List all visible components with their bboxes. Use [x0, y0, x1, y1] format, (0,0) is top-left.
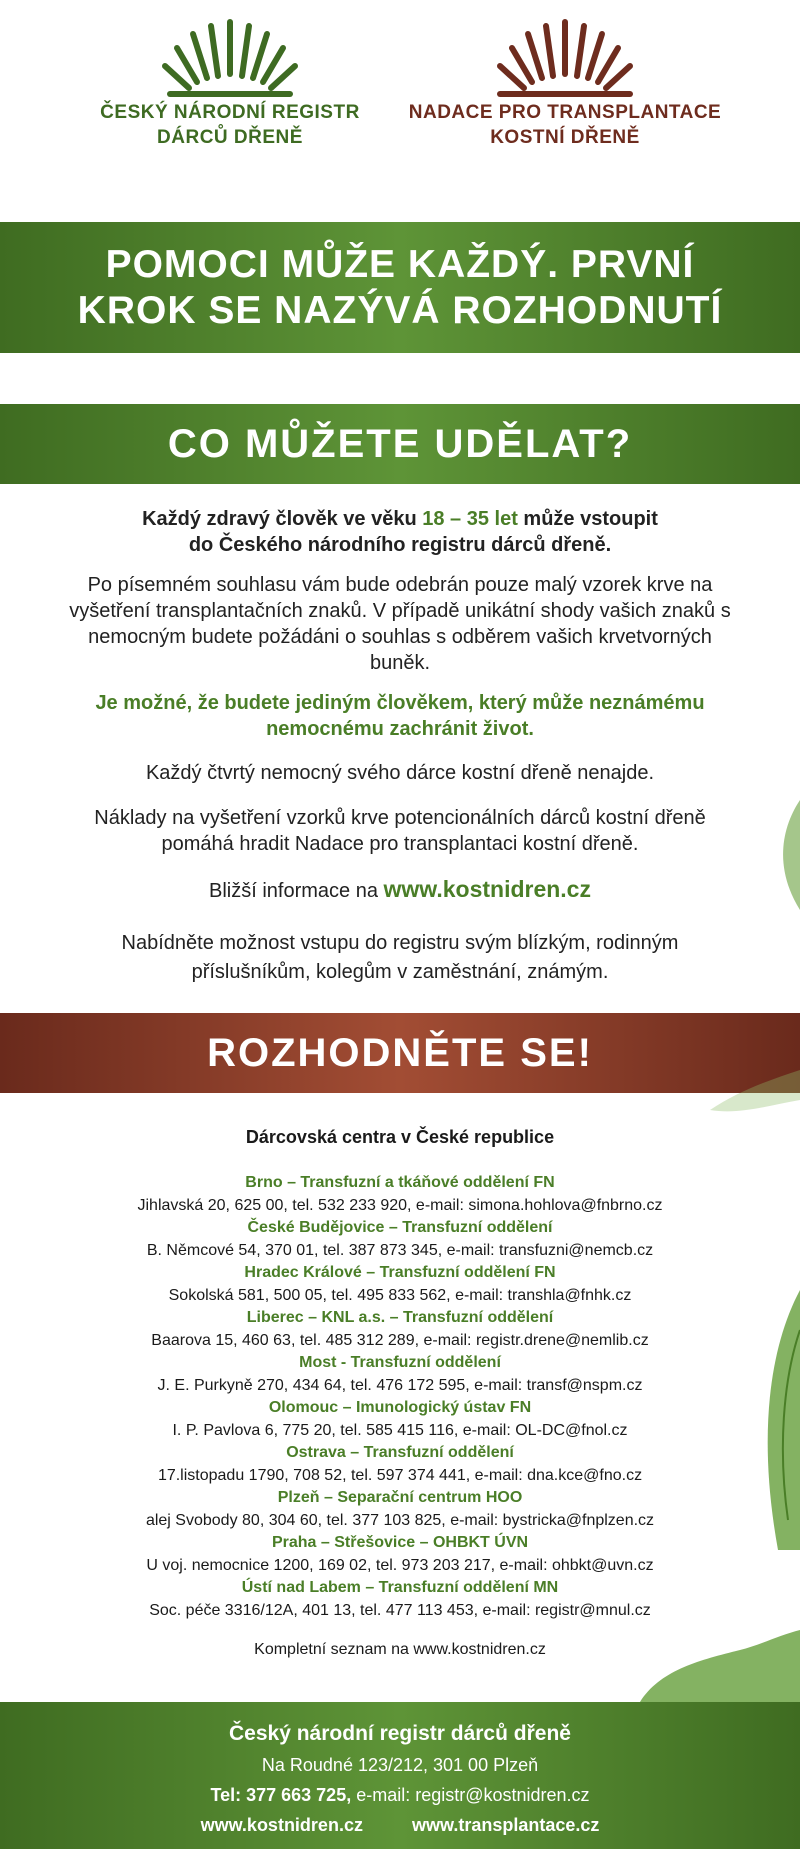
- center-name: Ústí nad Labem – Transfuzní oddělení MN: [241, 1579, 559, 1596]
- foundation-logo-line1: NADACE PRO TRANSPLANTACE: [408, 102, 722, 123]
- registry-logo-line2: DÁRCŮ DŘENĚ: [157, 127, 303, 148]
- headline-line1: POMOCI MŮŽE KAŽDÝ. PRVNÍ: [105, 242, 695, 286]
- center-contact: 17.listopadu 1790, 708 52, tel. 597 374 441, e-mail: dna.kce@fno.cz: [157, 1466, 643, 1484]
- footer-tel: Tel: 377 663 725,: [210, 1785, 352, 1805]
- center-contact: Jihlavská 20, 625 00, tel. 532 233 920, e-mail: simona.hohlova@fnbrno.cz: [137, 1196, 663, 1214]
- center-contact: alej Svobody 80, 304 60, tel. 377 103 825, e-mail: bystricka@fnplzen.cz: [145, 1511, 655, 1529]
- age-range: 18 – 35 let: [422, 508, 518, 530]
- center-name: Most - Transfuzní oddělení: [299, 1354, 501, 1371]
- only-person-paragraph: Je možné, že budete jediným člověkem, který může neznámému nemocnému zachránit život.: [95, 692, 705, 740]
- foundation-logo-line2: KOSTNÍ DŘENĚ: [490, 127, 640, 148]
- center-contact: Soc. péče 3316/12A, 401 13, tel. 477 113 453, e-mail: registr@mnul.cz: [149, 1601, 651, 1619]
- footer-web-transplantace[interactable]: www.transplantace.cz: [411, 1815, 600, 1835]
- center-contact: Sokolská 581, 500 05, tel. 495 833 562, e-mail: transhla@fnhk.cz: [168, 1286, 632, 1304]
- center-name: Brno – Transfuzní a tkáňové oddělení FN: [245, 1174, 555, 1191]
- sunrise-brown-icon: [490, 18, 640, 100]
- center-name: České Budějovice – Transfuzní oddělení: [247, 1219, 553, 1236]
- headline-line2: KROK SE NAZÝVÁ ROZHODNUTÍ: [77, 288, 723, 332]
- complete-list-text: Kompletní seznam na www.kostnidren.cz: [254, 1641, 546, 1658]
- foundation-logo: [405, 18, 725, 150]
- center-name: Olomouc – Imunologický ústav FN: [268, 1399, 532, 1416]
- center-contact: I. P. Pavlova 6, 775 20, tel. 585 415 116, e-mail: OL-DC@fnol.cz: [172, 1421, 628, 1439]
- headline-banner: [0, 222, 800, 353]
- center-name: Ostrava – Transfuzní oddělení: [286, 1444, 514, 1461]
- leaf-large-icon: [748, 1290, 800, 1550]
- footer-org: Český národní registr dárců dřeně: [229, 1722, 571, 1745]
- footer-websites: [0, 1815, 800, 1836]
- leaf-splash-icon: [700, 1060, 800, 1120]
- section-decide: ROZHODNĚTE SE!: [0, 1013, 800, 1093]
- donor-centers: [40, 1127, 760, 1662]
- sunrise-green-icon: [155, 18, 305, 100]
- age-text-2: může vstoupit: [517, 508, 658, 530]
- center-contact: J. E. Purkyně 270, 434 64, tel. 476 172 595, e-mail: transf@nspm.cz: [157, 1376, 643, 1394]
- more-info-text: Bližší informace na: [209, 880, 384, 902]
- centers-list: [40, 1172, 760, 1622]
- footer: [0, 1702, 800, 1849]
- kostnidren-link[interactable]: www.kostnidren.cz: [383, 876, 591, 902]
- age-text-3: do Českého národního registru dárců dřeně.: [188, 534, 612, 556]
- registry-logo-line1: ČESKÝ NÁRODNÍ REGISTR: [100, 102, 360, 123]
- share-paragraph: Nabídněte možnost vstupu do registru svým blízkým, rodinným příslušníkům, kolegům v zaměstnání, známým.: [121, 932, 679, 983]
- center-contact: U voj. nemocnice 1200, 169 02, tel. 973 203 217, e-mail: ohbkt@uvn.cz: [146, 1556, 654, 1574]
- age-text-1: Každý zdravý člověk ve věku: [142, 508, 423, 530]
- footer-email[interactable]: e-mail: registr@kostnidren.cz: [351, 1785, 590, 1805]
- footer-contact: [0, 1785, 800, 1806]
- footer-web-kostnidren[interactable]: www.kostnidren.cz: [200, 1815, 363, 1835]
- consent-paragraph: Po písemném souhlasu vám bude odebrán pouze malý vzorek krve na vyšetření transplantačních znaků. V případě unikátní shody vašich znaků s nemocným budete požádáni o souhlas s odběrem vašich krvetvorných buněk.: [69, 574, 731, 674]
- age-paragraph: [40, 506, 760, 558]
- section-what-you-can-do: CO MŮŽETE UDĚLAT?: [0, 404, 800, 484]
- center-name: Liberec – KNL a.s. – Transfuzní oddělení: [246, 1309, 554, 1326]
- fourth-patient-paragraph: Každý čtvrtý nemocný svého dárce kostní dřeně nenajde.: [145, 762, 655, 784]
- more-info-paragraph: [40, 876, 760, 904]
- center-name: Praha – Střešovice – OHBKT ÚVN: [271, 1534, 529, 1551]
- centers-title: Dárcovská centra v České republice: [245, 1127, 555, 1147]
- center-name: Plzeň – Separační centrum HOO: [277, 1489, 523, 1506]
- leaf-decoration-icon: [770, 800, 800, 910]
- costs-paragraph: Náklady na vyšetření vzorků krve potencionálních dárců kostní dřeně pomáhá hradit Nadace pro transplantaci kostní dřeně.: [94, 807, 706, 855]
- footer-address: Na Roudné 123/212, 301 00 Plzeň: [261, 1755, 539, 1775]
- registry-logo: [70, 18, 390, 150]
- leaf-bottom-icon: [640, 1630, 800, 1702]
- center-contact: Baarova 15, 460 63, tel. 485 312 289, e-mail: registr.drene@nemlib.cz: [151, 1331, 649, 1349]
- center-contact: B. Němcové 54, 370 01, tel. 387 873 345, e-mail: transfuzni@nemcb.cz: [146, 1241, 654, 1259]
- center-name: Hradec Králové – Transfuzní oddělení FN: [244, 1264, 556, 1281]
